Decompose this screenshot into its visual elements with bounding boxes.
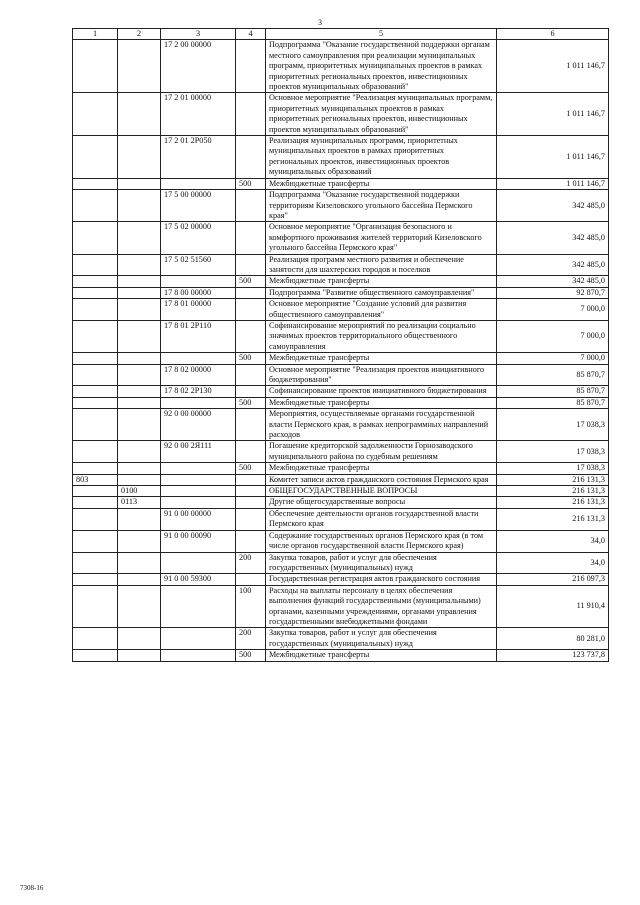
expense-type-cell: 200 — [236, 552, 266, 574]
target-article-cell — [161, 628, 236, 650]
expense-type-cell: 500 — [236, 650, 266, 661]
amount-cell: 216 131,3 — [497, 486, 609, 497]
table-row — [73, 530, 609, 552]
amount-cell: 342 485,0 — [497, 222, 609, 254]
table-row — [73, 628, 609, 650]
description-cell: Подпрограмма "Развитие общественного самоуправления" — [266, 287, 497, 298]
expense-type-cell — [236, 364, 266, 386]
description-cell: Закупка товаров, работ и услуг для обеспечения государственных (муниципальных) нужд — [266, 552, 497, 574]
target-article-cell: 92 0 00 2Я111 — [161, 441, 236, 463]
target-article-cell: 17 8 01 2Р110 — [161, 320, 236, 352]
expense-type-cell: 500 — [236, 276, 266, 287]
target-article-cell — [161, 486, 236, 497]
target-article-cell — [161, 650, 236, 661]
department-code-cell — [73, 93, 118, 136]
table-row — [73, 486, 609, 497]
description-cell: Подпрограмма "Оказание государственной поддержки территориям Кизеловского угольного бассейна Пермского края" — [266, 190, 497, 222]
description-cell: Мероприятия, осуществляемые органами государственной власти Пермского края, в рамках непрограммных направлений расходов — [266, 409, 497, 441]
section-code-cell — [118, 474, 161, 485]
table-row — [73, 463, 609, 474]
page-number: 3 — [318, 18, 322, 27]
header-cell: 6 — [497, 29, 609, 40]
expense-type-cell: 200 — [236, 628, 266, 650]
amount-cell: 1 011 146,7 — [497, 178, 609, 189]
expense-type-cell — [236, 299, 266, 321]
department-code-cell — [73, 530, 118, 552]
amount-cell: 342 485,0 — [497, 254, 609, 276]
amount-cell: 11 910,4 — [497, 585, 609, 628]
table-row — [73, 40, 609, 93]
amount-cell: 92 870,7 — [497, 287, 609, 298]
description-cell: Содержание государственных органов Пермского края (в том числе органов государственной власти Пермского края) — [266, 530, 497, 552]
amount-cell: 216 131,3 — [497, 497, 609, 508]
department-code-cell: 803 — [73, 474, 118, 485]
table-row — [73, 474, 609, 485]
section-code-cell — [118, 628, 161, 650]
department-code-cell — [73, 386, 118, 397]
section-code-cell — [118, 530, 161, 552]
section-code-cell — [118, 40, 161, 93]
description-cell: Погашение кредиторской задолженности Горнозаводского муниципального района по судебным решениям — [266, 441, 497, 463]
target-article-cell — [161, 178, 236, 189]
description-cell: Основное мероприятие "Организация безопасного и комфортного проживания жителей территорий Кизеловского угольного бассейна Пермского края" — [266, 222, 497, 254]
section-code-cell — [118, 299, 161, 321]
table-body — [73, 40, 609, 661]
expense-type-cell — [236, 441, 266, 463]
amount-cell: 34,0 — [497, 552, 609, 574]
section-code-cell — [118, 585, 161, 628]
table-row — [73, 178, 609, 189]
table-row — [73, 574, 609, 585]
target-article-cell: 92 0 00 00000 — [161, 409, 236, 441]
department-code-cell — [73, 190, 118, 222]
amount-cell: 85 870,7 — [497, 364, 609, 386]
expense-type-cell — [236, 386, 266, 397]
table-row — [73, 93, 609, 136]
expense-type-cell: 500 — [236, 353, 266, 364]
section-code-cell — [118, 178, 161, 189]
target-article-cell — [161, 463, 236, 474]
section-code-cell — [118, 650, 161, 661]
header-cell: 3 — [161, 29, 236, 40]
section-code-cell — [118, 254, 161, 276]
target-article-cell — [161, 276, 236, 287]
section-code-cell — [118, 287, 161, 298]
table-row — [73, 650, 609, 661]
department-code-cell — [73, 441, 118, 463]
department-code-cell — [73, 486, 118, 497]
description-cell: Межбюджетные трансферты — [266, 353, 497, 364]
table-row — [73, 409, 609, 441]
target-article-cell — [161, 585, 236, 628]
table-row — [73, 497, 609, 508]
table-row — [73, 136, 609, 179]
department-code-cell — [73, 40, 118, 93]
description-cell: Другие общегосударственные вопросы — [266, 497, 497, 508]
description-cell: Реализация муниципальных программ, приоритетных муниципальных проектов в рамках приоритетных региональных проектов, инвестиционных проектов муниципальных образований — [266, 136, 497, 179]
target-article-cell: 17 5 02 00000 — [161, 222, 236, 254]
department-code-cell — [73, 364, 118, 386]
amount-cell: 7 000,0 — [497, 320, 609, 352]
amount-cell: 34,0 — [497, 530, 609, 552]
department-code-cell — [73, 320, 118, 352]
target-article-cell — [161, 397, 236, 408]
expense-type-cell: 500 — [236, 463, 266, 474]
description-cell: Обеспечение деятельности органов государственной власти Пермского края — [266, 508, 497, 530]
department-code-cell — [73, 585, 118, 628]
description-cell: Межбюджетные трансферты — [266, 650, 497, 661]
department-code-cell — [73, 650, 118, 661]
section-code-cell — [118, 397, 161, 408]
description-cell: Межбюджетные трансферты — [266, 276, 497, 287]
target-article-cell — [161, 353, 236, 364]
table-row — [73, 222, 609, 254]
section-code-cell — [118, 441, 161, 463]
table-row — [73, 254, 609, 276]
table-row — [73, 441, 609, 463]
amount-cell: 123 737,8 — [497, 650, 609, 661]
department-code-cell — [73, 178, 118, 189]
department-code-cell — [73, 287, 118, 298]
table-row — [73, 320, 609, 352]
department-code-cell — [73, 463, 118, 474]
section-code-cell: 0100 — [118, 486, 161, 497]
table-row — [73, 386, 609, 397]
description-cell: Основное мероприятие "Реализация проектов инициативного бюджетирования" — [266, 364, 497, 386]
amount-cell: 1 011 146,7 — [497, 136, 609, 179]
section-code-cell — [118, 190, 161, 222]
expense-type-cell — [236, 320, 266, 352]
table-row — [73, 364, 609, 386]
target-article-cell: 17 8 02 2Р130 — [161, 386, 236, 397]
footer-code: 7308-16 — [20, 884, 44, 892]
description-cell: Софинансирование мероприятий по реализации социально значимых проектов территориального общественного самоуправления — [266, 320, 497, 352]
section-code-cell — [118, 353, 161, 364]
section-code-cell — [118, 409, 161, 441]
expense-type-cell — [236, 497, 266, 508]
target-article-cell: 17 2 01 00000 — [161, 93, 236, 136]
description-cell: Комитет записи актов гражданского состояния Пермского края — [266, 474, 497, 485]
department-code-cell — [73, 397, 118, 408]
section-code-cell — [118, 222, 161, 254]
description-cell: Государственная регистрация актов гражданского состояния — [266, 574, 497, 585]
description-cell: Подпрограмма "Оказание государственной поддержки органам местного самоуправления при реализации муниципальных программ, приоритетных муниципальных проектов в рамках приоритетных региональных проектов, инвестиционных проектов муниципальных образований" — [266, 40, 497, 93]
table-row — [73, 276, 609, 287]
expense-type-cell — [236, 190, 266, 222]
target-article-cell: 17 5 00 00000 — [161, 190, 236, 222]
expense-type-cell — [236, 93, 266, 136]
target-article-cell: 91 0 00 59300 — [161, 574, 236, 585]
table-row — [73, 585, 609, 628]
description-cell: ОБЩЕГОСУДАРСТВЕННЫЕ ВОПРОСЫ — [266, 486, 497, 497]
section-code-cell — [118, 136, 161, 179]
amount-cell: 342 485,0 — [497, 276, 609, 287]
amount-cell: 7 000,0 — [497, 299, 609, 321]
header-cell: 4 — [236, 29, 266, 40]
table-row — [73, 299, 609, 321]
department-code-cell — [73, 353, 118, 364]
budget-table — [72, 28, 609, 662]
expense-type-cell — [236, 409, 266, 441]
section-code-cell — [118, 463, 161, 474]
description-cell: Расходы на выплаты персоналу в целях обеспечения выполнения функций государственными (муниципальными) органами, казенными учреждениями, органами управления государственными внебюджетными фондами — [266, 585, 497, 628]
section-code-cell — [118, 364, 161, 386]
budget-table-container — [72, 28, 608, 662]
description-cell: Межбюджетные трансферты — [266, 397, 497, 408]
target-article-cell — [161, 552, 236, 574]
target-article-cell: 91 0 00 00000 — [161, 508, 236, 530]
amount-cell: 342 485,0 — [497, 190, 609, 222]
expense-type-cell — [236, 222, 266, 254]
target-article-cell — [161, 497, 236, 508]
department-code-cell — [73, 628, 118, 650]
expense-type-cell: 100 — [236, 585, 266, 628]
target-article-cell: 17 2 00 00000 — [161, 40, 236, 93]
target-article-cell: 17 8 02 00000 — [161, 364, 236, 386]
department-code-cell — [73, 136, 118, 179]
section-code-cell — [118, 552, 161, 574]
amount-cell: 17 038,3 — [497, 441, 609, 463]
header-row — [73, 29, 609, 40]
table-row — [73, 552, 609, 574]
amount-cell: 216 097,3 — [497, 574, 609, 585]
table-row — [73, 190, 609, 222]
amount-cell: 17 038,3 — [497, 463, 609, 474]
table-row — [73, 353, 609, 364]
table-row — [73, 508, 609, 530]
description-cell: Межбюджетные трансферты — [266, 178, 497, 189]
section-code-cell — [118, 320, 161, 352]
section-code-cell: 0113 — [118, 497, 161, 508]
description-cell: Межбюджетные трансферты — [266, 463, 497, 474]
section-code-cell — [118, 93, 161, 136]
section-code-cell — [118, 386, 161, 397]
table-row — [73, 287, 609, 298]
expense-type-cell — [236, 574, 266, 585]
amount-cell: 216 131,3 — [497, 474, 609, 485]
amount-cell: 85 870,7 — [497, 397, 609, 408]
description-cell: Софинансирование проектов инициативного бюджетирования — [266, 386, 497, 397]
expense-type-cell — [236, 287, 266, 298]
table-row — [73, 397, 609, 408]
department-code-cell — [73, 276, 118, 287]
amount-cell: 17 038,3 — [497, 409, 609, 441]
section-code-cell — [118, 508, 161, 530]
amount-cell: 7 000,0 — [497, 353, 609, 364]
amount-cell: 216 131,3 — [497, 508, 609, 530]
department-code-cell — [73, 508, 118, 530]
expense-type-cell: 500 — [236, 397, 266, 408]
expense-type-cell — [236, 254, 266, 276]
section-code-cell — [118, 276, 161, 287]
target-article-cell: 17 2 01 2Р050 — [161, 136, 236, 179]
expense-type-cell — [236, 486, 266, 497]
target-article-cell: 17 5 02 51560 — [161, 254, 236, 276]
amount-cell: 85 870,7 — [497, 386, 609, 397]
department-code-cell — [73, 552, 118, 574]
description-cell: Основное мероприятие "Создание условий для развития общественного самоуправления" — [266, 299, 497, 321]
expense-type-cell — [236, 136, 266, 179]
description-cell: Основное мероприятие "Реализация муниципальных программ, приоритетных муниципальных проектов в рамках приоритетных региональных проектов, инвестиционных проектов муниципальных образований" — [266, 93, 497, 136]
header-cell: 2 — [118, 29, 161, 40]
description-cell: Закупка товаров, работ и услуг для обеспечения государственных (муниципальных) нужд — [266, 628, 497, 650]
target-article-cell: 91 0 00 00090 — [161, 530, 236, 552]
department-code-cell — [73, 222, 118, 254]
department-code-cell — [73, 574, 118, 585]
header-cell: 1 — [73, 29, 118, 40]
amount-cell: 80 281,0 — [497, 628, 609, 650]
expense-type-cell — [236, 40, 266, 93]
department-code-cell — [73, 299, 118, 321]
amount-cell: 1 011 146,7 — [497, 93, 609, 136]
description-cell: Реализация программ местного развития и обеспечение занятости для шахтерских городов и поселков — [266, 254, 497, 276]
target-article-cell — [161, 474, 236, 485]
department-code-cell — [73, 497, 118, 508]
header-cell: 5 — [266, 29, 497, 40]
target-article-cell: 17 8 01 00000 — [161, 299, 236, 321]
section-code-cell — [118, 574, 161, 585]
department-code-cell — [73, 409, 118, 441]
expense-type-cell — [236, 508, 266, 530]
amount-cell: 1 011 146,7 — [497, 40, 609, 93]
department-code-cell — [73, 254, 118, 276]
expense-type-cell — [236, 530, 266, 552]
target-article-cell: 17 8 00 00000 — [161, 287, 236, 298]
expense-type-cell: 500 — [236, 178, 266, 189]
expense-type-cell — [236, 474, 266, 485]
